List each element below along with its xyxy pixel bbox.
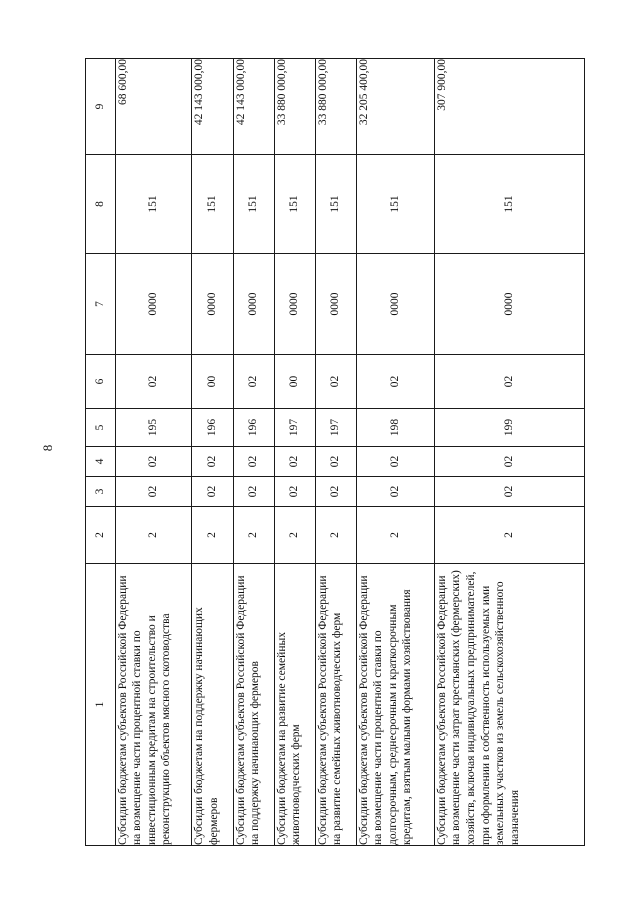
code-cell: 196 [192, 409, 233, 447]
code-cell: 02 [233, 355, 274, 409]
amount-cell: 33 880 000,00 [274, 59, 315, 155]
code-cell: 02 [434, 355, 584, 409]
amount-cell: 68 600,00 [115, 59, 192, 155]
column-number-row [86, 59, 116, 846]
code-cell: 2 [115, 507, 192, 564]
subsidy-name: Субсидии бюджетам на поддержку начинающих фермеров [192, 564, 233, 846]
code-cell: 02 [115, 355, 192, 409]
column-number: 6 [86, 355, 116, 409]
amount-cell: 32 205 400,00 [356, 59, 434, 155]
amount-cell: 307 900,00 [434, 59, 584, 155]
column-number: 7 [86, 254, 116, 355]
code-cell: 02 [115, 447, 192, 477]
code-cell: 2 [233, 507, 274, 564]
code-cell: 2 [356, 507, 434, 564]
code-cell: 2 [315, 507, 356, 564]
code-cell: 0000 [233, 254, 274, 355]
code-cell: 151 [233, 155, 274, 254]
column-number: 2 [86, 507, 116, 564]
code-cell: 151 [192, 155, 233, 254]
table-row [315, 59, 356, 846]
subsidies-table [85, 58, 585, 846]
code-cell: 0000 [434, 254, 584, 355]
table-row [356, 59, 434, 846]
code-cell: 02 [434, 477, 584, 507]
column-number: 4 [86, 447, 116, 477]
code-cell: 2 [192, 507, 233, 564]
table-row [434, 59, 584, 846]
subsidy-name: Субсидии бюджетам субъектов Российской Федерации на возмещение части процентной ставки по долгосрочным, среднесрочным и краткосрочным кредитам, взятым малыми формами хозяйствования [356, 564, 434, 846]
code-cell: 195 [115, 409, 192, 447]
amount-cell: 33 880 000,00 [315, 59, 356, 155]
subsidy-name: Субсидии бюджетам на развитие семейных животноводческих ферм [274, 564, 315, 846]
subsidy-name: Субсидии бюджетам субъектов Российской Федерации на развитие семейных животноводческих ферм [315, 564, 356, 846]
code-cell: 02 [274, 447, 315, 477]
column-number: 1 [86, 564, 116, 846]
amount-cell: 42 143 000,00 [192, 59, 233, 155]
code-cell: 00 [274, 355, 315, 409]
amount-cell: 42 143 000,00 [233, 59, 274, 155]
code-cell: 0000 [115, 254, 192, 355]
code-cell: 198 [356, 409, 434, 447]
code-cell: 2 [434, 507, 584, 564]
column-number: 5 [86, 409, 116, 447]
code-cell: 02 [274, 477, 315, 507]
code-cell: 02 [315, 477, 356, 507]
code-cell: 2 [274, 507, 315, 564]
column-number: 3 [86, 477, 116, 507]
code-cell: 151 [356, 155, 434, 254]
code-cell: 02 [233, 447, 274, 477]
code-cell: 02 [356, 477, 434, 507]
rotated-table-container [85, 59, 585, 846]
code-cell: 0000 [315, 254, 356, 355]
code-cell: 02 [115, 477, 192, 507]
code-cell: 151 [115, 155, 192, 254]
table-row [192, 59, 233, 846]
code-cell: 02 [315, 447, 356, 477]
code-cell: 00 [192, 355, 233, 409]
code-cell: 02 [192, 477, 233, 507]
code-cell: 0000 [356, 254, 434, 355]
table-row [274, 59, 315, 846]
table-row [233, 59, 274, 846]
code-cell: 02 [356, 355, 434, 409]
column-number: 9 [86, 59, 116, 155]
code-cell: 02 [192, 447, 233, 477]
code-cell: 197 [274, 409, 315, 447]
code-cell: 196 [233, 409, 274, 447]
subsidy-name: Субсидии бюджетам субъектов Российской Федерации на поддержку начинающих фермеров [233, 564, 274, 846]
code-cell: 02 [233, 477, 274, 507]
code-cell: 02 [356, 447, 434, 477]
code-cell: 151 [315, 155, 356, 254]
code-cell: 197 [315, 409, 356, 447]
code-cell: 0000 [274, 254, 315, 355]
code-cell: 0000 [192, 254, 233, 355]
code-cell: 199 [434, 409, 584, 447]
code-cell: 151 [274, 155, 315, 254]
page-number: 8 [40, 444, 55, 452]
subsidy-name: Субсидии бюджетам субъектов Российской Федерации на возмещение части затрат крестьянских (фермерских) хозяйств, включая индивидуальных предпринимателей, при оформлении в собственность используемых ими земельных участков из земель сельскохозяйственного назначения [434, 564, 584, 846]
subsidy-name: Субсидии бюджетам субъектов Российской Федерации на возмещение части процентной ставки по инвестиционным кредитам на строительство и реконструкцию объектов мясного скотоводства [115, 564, 192, 846]
code-cell: 02 [434, 447, 584, 477]
table-row [115, 59, 192, 846]
column-number: 8 [86, 155, 116, 254]
code-cell: 02 [315, 355, 356, 409]
code-cell: 151 [434, 155, 584, 254]
